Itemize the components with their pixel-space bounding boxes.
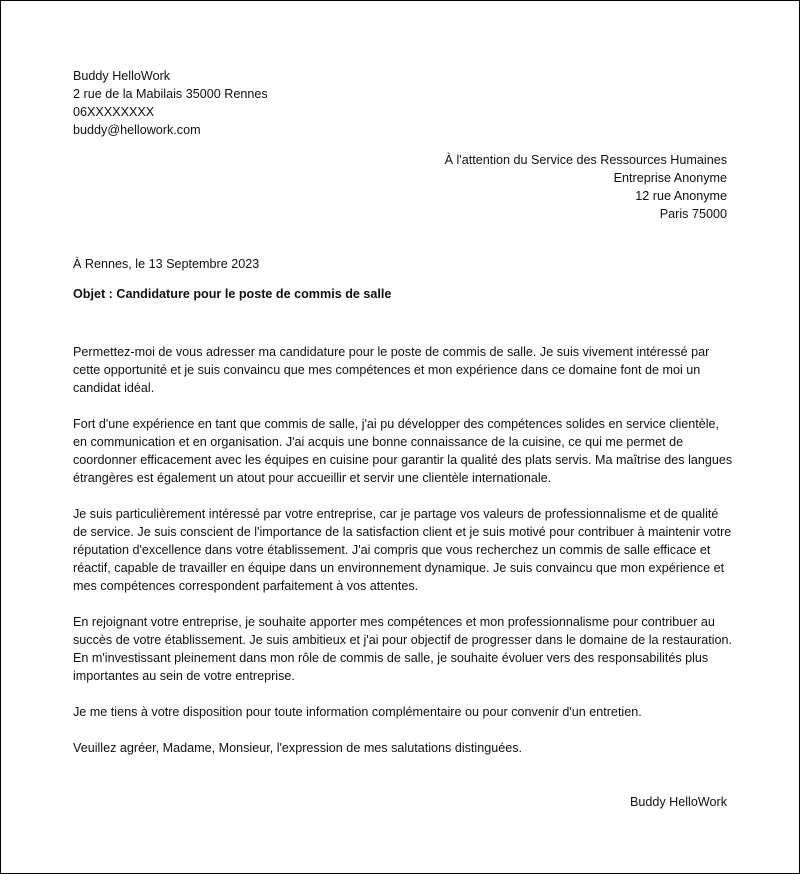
paragraph-ambition: En rejoignant votre entreprise, je souhaite apporter mes compétences et mon professionnalisme pour contribuer au succès de votre établissement. Je suis ambitieux et j'ai pour objectif de progresser dans le domaine de la restauration. En m'investissant pleinement dans mon rôle de commis de salle, je souhaite évoluer vers des responsabilités plus importantes au sein de votre entreprise. bbox=[73, 615, 733, 683]
paragraph-closing: Veuillez agréer, Madame, Monsieur, l'expression de mes salutations distinguées. bbox=[73, 741, 523, 755]
sender-name: Buddy HelloWork bbox=[73, 69, 171, 83]
recipient-block bbox=[445, 151, 727, 223]
paragraph-availability: Je me tiens à votre disposition pour toute information complémentaire ou pour convenir d'un entretien. bbox=[73, 705, 642, 719]
date-line: À Rennes, le 13 Septembre 2023 bbox=[73, 257, 260, 271]
recipient-company: Entreprise Anonyme bbox=[613, 171, 727, 185]
sender-address: 2 rue de la Mabilais 35000 Rennes bbox=[73, 87, 268, 101]
sender-phone: 06XXXXXXXX bbox=[73, 105, 155, 119]
recipient-city: Paris 75000 bbox=[659, 207, 727, 221]
recipient-street: 12 rue Anonyme bbox=[635, 189, 727, 203]
sender-email: buddy@hellowork.com bbox=[73, 123, 201, 137]
paragraph-motivation: Je suis particulièrement intéressé par votre entreprise, car je partage vos valeurs de professionnalisme et de qualité de service. Je suis conscient de l'importance de la satisfaction client et je suis motivé pour contribuer à maintenir votre réputation d'excellence dans votre établissement. J'ai compris que vous recherchez un commis de salle efficace et réactif, capable de travailler en équipe dans un environnement dynamique. Je suis convaincu que mon expérience et mes compétences correspondent parfaitement à vos attentes. bbox=[73, 507, 732, 593]
subject-line: Objet : Candidature pour le poste de commis de salle bbox=[73, 287, 392, 301]
recipient-attention: À l'attention du Service des Ressources Humaines bbox=[444, 153, 727, 167]
sender-block bbox=[73, 67, 268, 139]
paragraph-experience: Fort d'une expérience en tant que commis de salle, j'ai pu développer des compétences solides en service clientèle, en communication et en organisation. J'ai acquis une bonne connaissance de la cuisine, ce qui me permet de coordonner efficacement avec les équipes en cuisine pour garantir la qualité des plats servis. Ma maîtrise des langues étrangères est également un atout pour accueillir et servir une clientèle internationale. bbox=[73, 417, 733, 485]
paragraph-intro: Permettez-moi de vous adresser ma candidature pour le poste de commis de salle. Je suis vivement intéressé par cette opportunité et je suis convaincu que mes compétences et mon expérience dans ce domaine font de moi un candidat idéal. bbox=[73, 345, 710, 395]
letter-body bbox=[73, 343, 733, 775]
signature: Buddy HelloWork bbox=[629, 795, 727, 809]
